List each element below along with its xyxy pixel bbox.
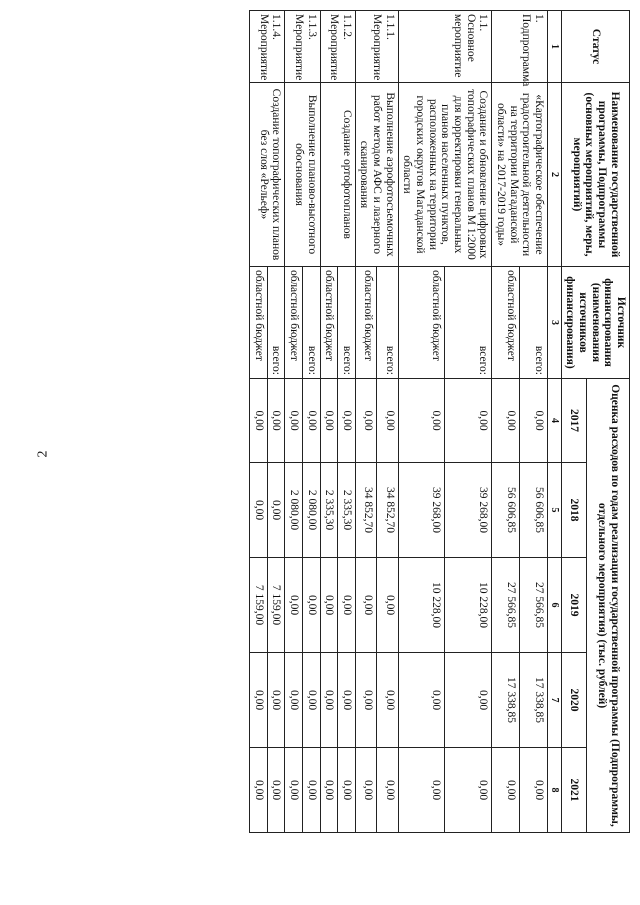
row-value: 0,00: [377, 379, 398, 463]
row-value: 0,00: [249, 748, 267, 833]
row-value: 0,00: [338, 748, 356, 833]
row-source: всего:: [377, 267, 398, 379]
table-row: [445, 11, 492, 833]
row-status: 1.1.3. Мероприятие: [285, 11, 320, 83]
row-value: 0,00: [285, 748, 303, 833]
row-value: 0,00: [249, 463, 267, 558]
row-status: 1.1.4. Мероприятие: [249, 11, 284, 83]
row-name: Создание топографических планов без слоя «Рельеф»: [249, 83, 284, 267]
row-value: 34 852,70: [377, 463, 398, 558]
row-name: Выполнение планово-высотного обоснования: [285, 83, 320, 267]
header-year: 2018: [561, 463, 586, 558]
row-value: 0,00: [249, 653, 267, 748]
header-year: 2021: [561, 748, 586, 833]
row-value: 2 080,00: [302, 463, 320, 558]
row-name: Создание и обновление цифровых топографических планов М 1:2000 для корректировки генеральных планов населенных пунктов, расположенных на территории городских округов Магаданской области: [398, 83, 491, 267]
column-number: 2: [547, 83, 561, 267]
row-value: 0,00: [355, 379, 376, 463]
row-value: 0,00: [377, 748, 398, 833]
row-value: 0,00: [355, 558, 376, 653]
row-value: 0,00: [285, 558, 303, 653]
row-source: областной бюджет: [398, 267, 445, 379]
row-value: 0,00: [320, 558, 338, 653]
row-value: 39 268,00: [445, 463, 492, 558]
row-source: всего:: [445, 267, 492, 379]
row-value: 0,00: [320, 748, 338, 833]
row-value: 0,00: [302, 558, 320, 653]
column-number-row: [547, 11, 561, 833]
row-value: 0,00: [302, 748, 320, 833]
row-value: 0,00: [320, 653, 338, 748]
row-value: 0,00: [520, 748, 548, 833]
row-value: 0,00: [398, 653, 445, 748]
row-source: областной бюджет: [355, 267, 376, 379]
row-value: 0,00: [492, 379, 520, 463]
row-value: 56 606,85: [520, 463, 548, 558]
row-value: 0,00: [338, 558, 356, 653]
column-number: 4: [547, 379, 561, 463]
row-value: 17 338,85: [492, 653, 520, 748]
row-value: 2 080,00: [285, 463, 303, 558]
row-value: 0,00: [338, 653, 356, 748]
row-value: 2 335,30: [320, 463, 338, 558]
header-name: Наименование государственной программы, Подпрограммы (основных мероприятий, меры, мероприятий): [561, 83, 629, 267]
table-row: [302, 11, 320, 833]
column-number: 6: [547, 558, 561, 653]
row-value: 17 338,85: [520, 653, 548, 748]
row-value: 0,00: [285, 379, 303, 463]
table-body: [249, 11, 547, 833]
table-row: [520, 11, 548, 833]
row-value: 0,00: [302, 653, 320, 748]
table-header: [547, 11, 629, 833]
row-value: 0,00: [377, 558, 398, 653]
row-value: 0,00: [398, 748, 445, 833]
row-source: областной бюджет: [285, 267, 303, 379]
row-value: 10 228,00: [398, 558, 445, 653]
row-source: областной бюджет: [249, 267, 267, 379]
row-value: 0,00: [267, 748, 285, 833]
row-value: 2 335,30: [338, 463, 356, 558]
row-value: 0,00: [492, 748, 520, 833]
page-number: 2: [35, 450, 51, 458]
table-row: [377, 11, 398, 833]
table-row: [267, 11, 285, 833]
row-source: всего:: [302, 267, 320, 379]
row-source: всего:: [520, 267, 548, 379]
row-value: 0,00: [445, 653, 492, 748]
row-source: областной бюджет: [492, 267, 520, 379]
header-source: Источник финансирования (наименования источников финансирования): [561, 267, 629, 379]
row-value: 0,00: [377, 653, 398, 748]
header-status: Статус: [561, 11, 629, 83]
column-number: 7: [547, 653, 561, 748]
row-status: 1.1. Основное мероприятие: [398, 11, 491, 83]
row-value: 56 606,85: [492, 463, 520, 558]
row-value: 0,00: [320, 379, 338, 463]
row-status: 1.1.2. Мероприятие: [320, 11, 355, 83]
row-value: 7 159,00: [249, 558, 267, 653]
row-source: областной бюджет: [320, 267, 338, 379]
row-value: 0,00: [398, 379, 445, 463]
row-name: Выполнение аэрофотосъемочных работ методом АФС и лазерного сканирования: [355, 83, 398, 267]
row-value: 0,00: [249, 379, 267, 463]
header-estimate: Оценка расходов по годам реализации государственной программы (Подпрограммы, отдельного мероприятия) (тыс. рублей): [586, 379, 629, 833]
table-row: [338, 11, 356, 833]
row-value: 0,00: [267, 463, 285, 558]
row-value: 0,00: [445, 748, 492, 833]
column-number: 8: [547, 748, 561, 833]
column-number: 3: [547, 267, 561, 379]
row-value: 0,00: [355, 748, 376, 833]
row-value: 0,00: [267, 653, 285, 748]
row-name: «Картографическое обеспечение градостроительной деятельности на территории Магаданской области» на 2017-2019 годы»: [492, 83, 548, 267]
row-value: 0,00: [285, 653, 303, 748]
row-source: всего:: [338, 267, 356, 379]
header-year: 2017: [561, 379, 586, 463]
row-value: 27 566,85: [520, 558, 548, 653]
row-value: 0,00: [302, 379, 320, 463]
row-value: 7 159,00: [267, 558, 285, 653]
header-year: 2020: [561, 653, 586, 748]
rotated-page: [40, 0, 640, 842]
column-number: 5: [547, 463, 561, 558]
row-source: всего:: [267, 267, 285, 379]
column-number: 1: [547, 11, 561, 83]
row-value: 39 268,00: [398, 463, 445, 558]
row-value: 10 228,00: [445, 558, 492, 653]
row-name: Создание ортофотопланов: [320, 83, 355, 267]
row-value: 27 566,85: [492, 558, 520, 653]
row-value: 0,00: [267, 379, 285, 463]
row-value: 0,00: [338, 379, 356, 463]
header-year: 2019: [561, 558, 586, 653]
row-status: 1.1.1. Мероприятие: [355, 11, 398, 83]
row-value: 0,00: [520, 379, 548, 463]
row-status: 1. Подпрограмма: [492, 11, 548, 83]
expenditure-table: [249, 10, 630, 833]
row-value: 34 852,70: [355, 463, 376, 558]
row-value: 0,00: [445, 379, 492, 463]
row-value: 0,00: [355, 653, 376, 748]
